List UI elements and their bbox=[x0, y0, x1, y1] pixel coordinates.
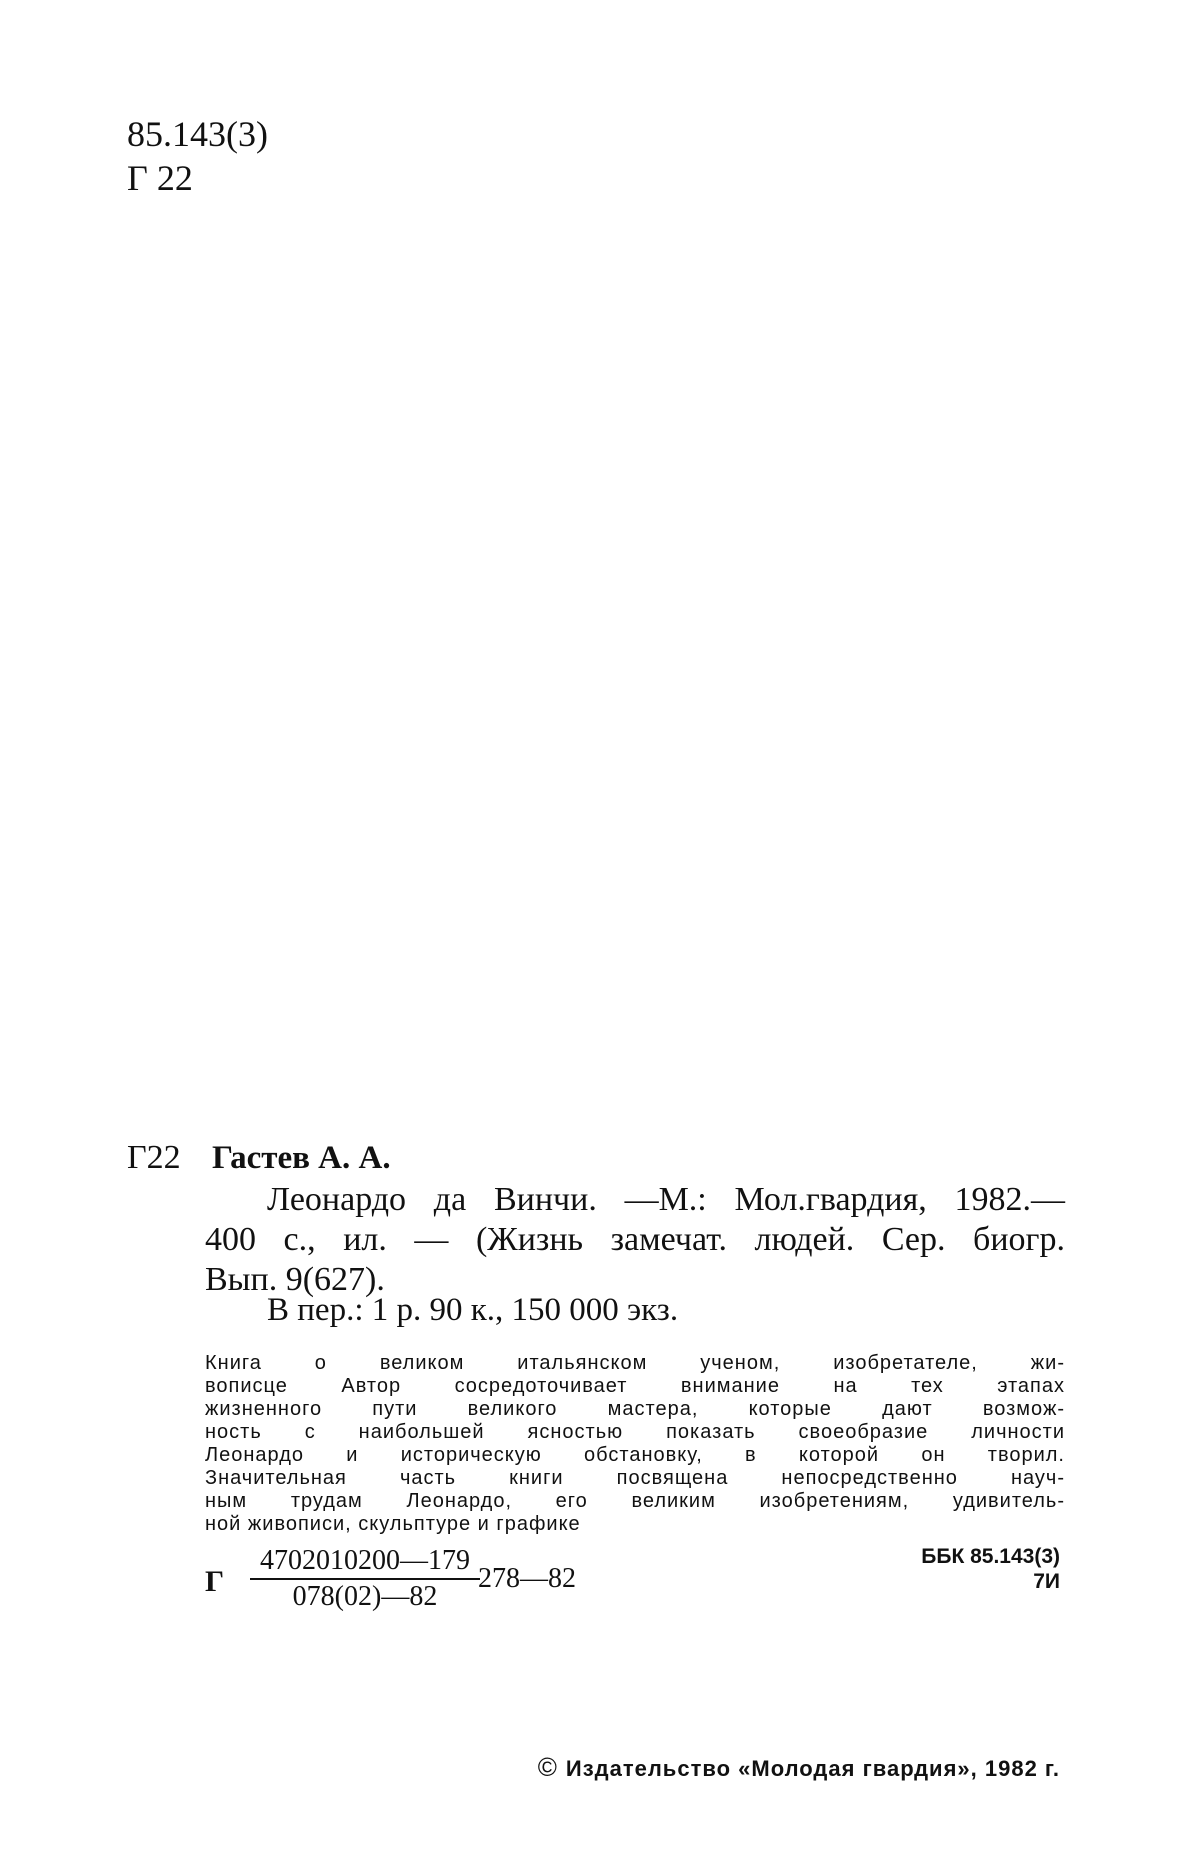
copyright-line bbox=[538, 1752, 1060, 1783]
catalog-fraction bbox=[250, 1544, 480, 1614]
copyright-text: Издательство «Молодая гвардия», 1982 г. bbox=[565, 1756, 1060, 1781]
bibliographic-description bbox=[205, 1180, 1065, 1300]
author-name: Гастев А. А. bbox=[212, 1140, 391, 1176]
fraction-denominator: 078(02)—82 bbox=[292, 1581, 438, 1612]
annotation-line: ным трудам Леонардо, его великим изобретениям, удивитель- bbox=[205, 1490, 1065, 1512]
annotation bbox=[205, 1352, 1065, 1536]
classification-code: 85.143(3) bbox=[127, 114, 268, 154]
price-and-circulation: В пер.: 1 р. 90 к., 150 000 экз. bbox=[267, 1292, 679, 1328]
annotation-line: Книга о великом итальянском ученом, изобретателе, жи- bbox=[205, 1352, 1065, 1374]
author-mark: Г 22 bbox=[127, 158, 193, 198]
annotation-line: ность с наибольшей ясностью показать своеобразие личности bbox=[205, 1421, 1065, 1443]
copyright-symbol: © bbox=[537, 1752, 558, 1782]
fraction-numerator: 4702010200—179 bbox=[250, 1544, 480, 1580]
entry-index: Г22 bbox=[127, 1139, 181, 1176]
bbk-subcode: 7И bbox=[1033, 1570, 1060, 1593]
annotation-line: жизненного пути великого мастера, которые дают возмож- bbox=[205, 1398, 1065, 1420]
annotation-line: Леонардо и историческую обстановку, в которой он творил. bbox=[205, 1444, 1065, 1466]
description-line: Вып. 9(627). bbox=[205, 1261, 385, 1298]
description-line: 400 с., ил. — (Жизнь замечат. людей. Сер. биогр. bbox=[205, 1221, 1065, 1258]
bbk-index bbox=[921, 1544, 1060, 1594]
catalog-letter: Г bbox=[205, 1565, 225, 1598]
annotation-line: ной живописи, скульптуре и графике bbox=[205, 1513, 581, 1535]
annotation-line: вописце Автор сосредоточивает внимание на тех этапах bbox=[205, 1375, 1065, 1397]
annotation-line: Значительная часть книги посвящена непосредственно науч- bbox=[205, 1467, 1065, 1489]
description-line: Леонардо да Винчи. —М.: Мол.гвардия, 1982.— bbox=[267, 1181, 1065, 1218]
catalog-suffix: 278—82 bbox=[478, 1563, 576, 1594]
classification-block bbox=[127, 112, 268, 200]
bbk-code: ББК 85.143(3) bbox=[921, 1545, 1060, 1568]
